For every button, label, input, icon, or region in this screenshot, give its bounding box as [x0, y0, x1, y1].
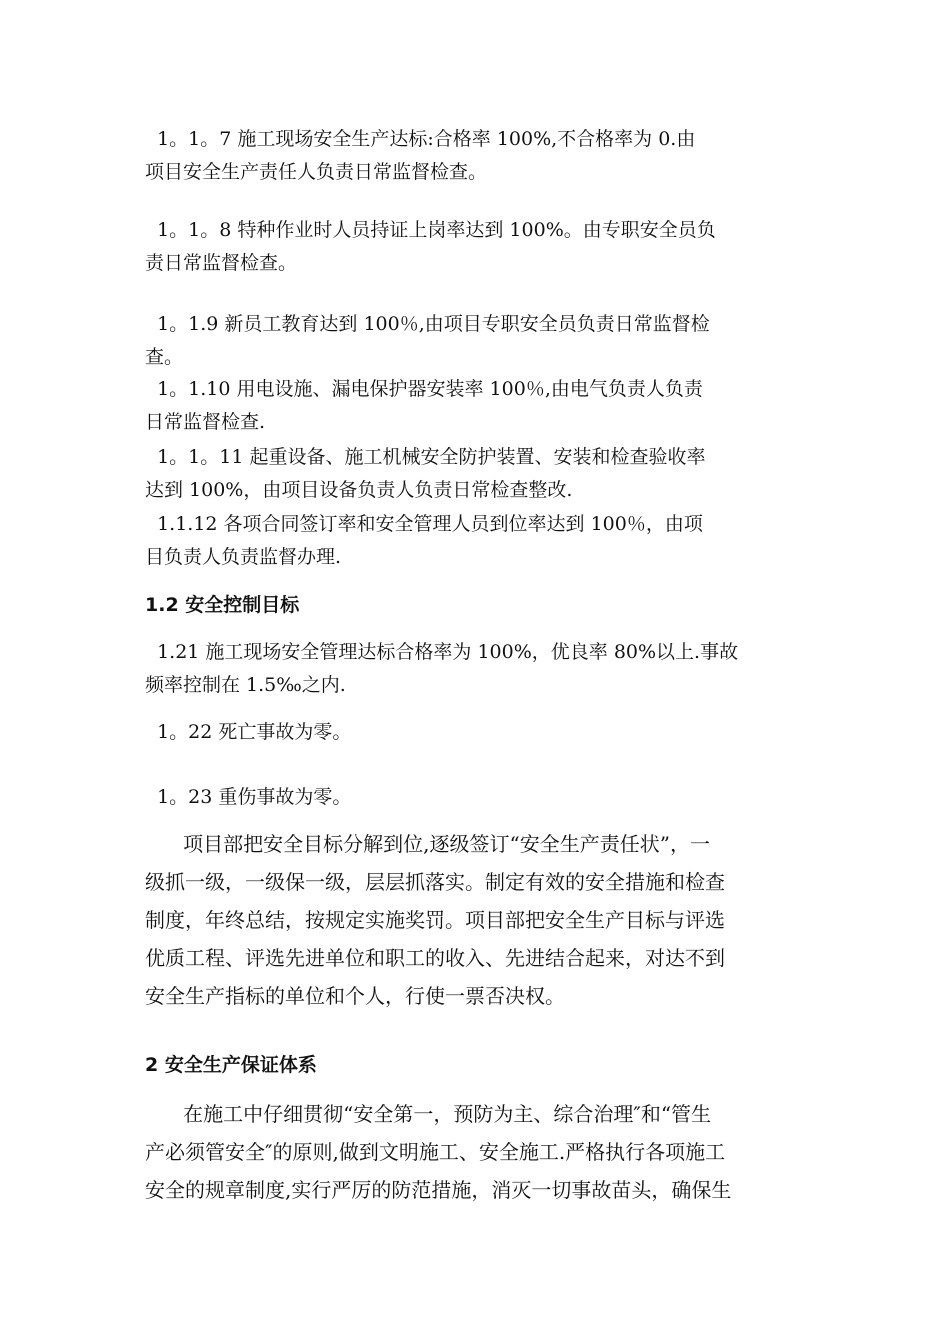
item-line: 1。22 死亡事故为零。: [145, 721, 352, 743]
paragraph-line: 级抓一级，一级保一级，层层抓落实。制定有效的安全措施和检查: [145, 870, 725, 894]
paragraph-line: 安全生产指标的单位和个人，行使一票否决权。: [145, 984, 565, 1008]
item-1-1-11: [145, 441, 810, 507]
item-line: 目负责人负责监督办理.: [145, 546, 342, 568]
item-1-1-7: [145, 123, 810, 189]
item-line: 1。1。7 施工现场安全生产达标:合格率 100%,不合格率为 0.由: [145, 128, 696, 150]
item-line: 日常监督检查.: [145, 411, 266, 433]
section-heading-2: 2 安全生产保证体系: [145, 1054, 317, 1076]
paragraph-line: 在施工中仔细贯彻“安全第一，预防为主、综合治理″和“管生: [145, 1102, 712, 1126]
item-1-1-10: [145, 373, 810, 439]
item-line: 1。23 重伤事故为零。: [145, 786, 352, 808]
guarantee-system-paragraph: [145, 1095, 810, 1209]
item-line: 频率控制在 1.5‰之内.: [145, 674, 346, 696]
item-line: 1。1。8 特种作业时人员持证上岗率达到 100%。由专职安全员负: [145, 219, 716, 241]
item-line: 责日常监督检查。: [145, 252, 298, 274]
item-1-1-9: [145, 308, 810, 374]
item-line: 1.21 施工现场安全管理达标合格率为 100%，优良率 80%以上.事故: [145, 641, 739, 663]
paragraph-line: 优质工程、评选先进单位和职工的收入、先进结合起来，对达不到: [145, 946, 725, 970]
item-line: 项目安全生产责任人负责日常监督检查。: [145, 161, 488, 183]
item-1-1-8: [145, 214, 810, 280]
item-1-23: [145, 781, 810, 814]
item-line: 达到 100%，由项目设备负责人负责日常检查整改.: [145, 479, 573, 501]
item-line: 1。1.9 新员工教育达到 100％,由项目专职安全员负责日常监督检: [145, 313, 710, 335]
paragraph-line: 项目部把安全目标分解到位,逐级签订“安全生产责任状”，一: [145, 832, 710, 856]
item-1-1-12: [145, 508, 810, 574]
item-line: 1。1。11 起重设备、施工机械安全防护装置、安装和检查验收率: [145, 446, 706, 468]
section-heading-1-2: 1.2 安全控制目标: [145, 594, 300, 616]
item-line: 1.1.12 各项合同签订率和安全管理人员到位率达到 100％，由项: [145, 513, 703, 535]
paragraph-line: 安全的规章制度,实行严厉的防范措施，消灭一切事故苗头，确保生: [145, 1178, 732, 1202]
paragraph-line: 产必须管安全″的原则,做到文明施工、安全施工.严格执行各项施工: [145, 1140, 726, 1164]
item-1-21: [145, 636, 810, 702]
safety-goal-paragraph: [145, 825, 810, 1015]
item-line: 1。1.10 用电设施、漏电保护器安装率 100％,由电气负责人负责: [145, 378, 703, 400]
item-1-22: [145, 716, 810, 749]
paragraph-line: 制度，年终总结，按规定实施奖罚。项目部把安全生产目标与评选: [145, 908, 725, 932]
item-line: 查。: [145, 346, 184, 368]
